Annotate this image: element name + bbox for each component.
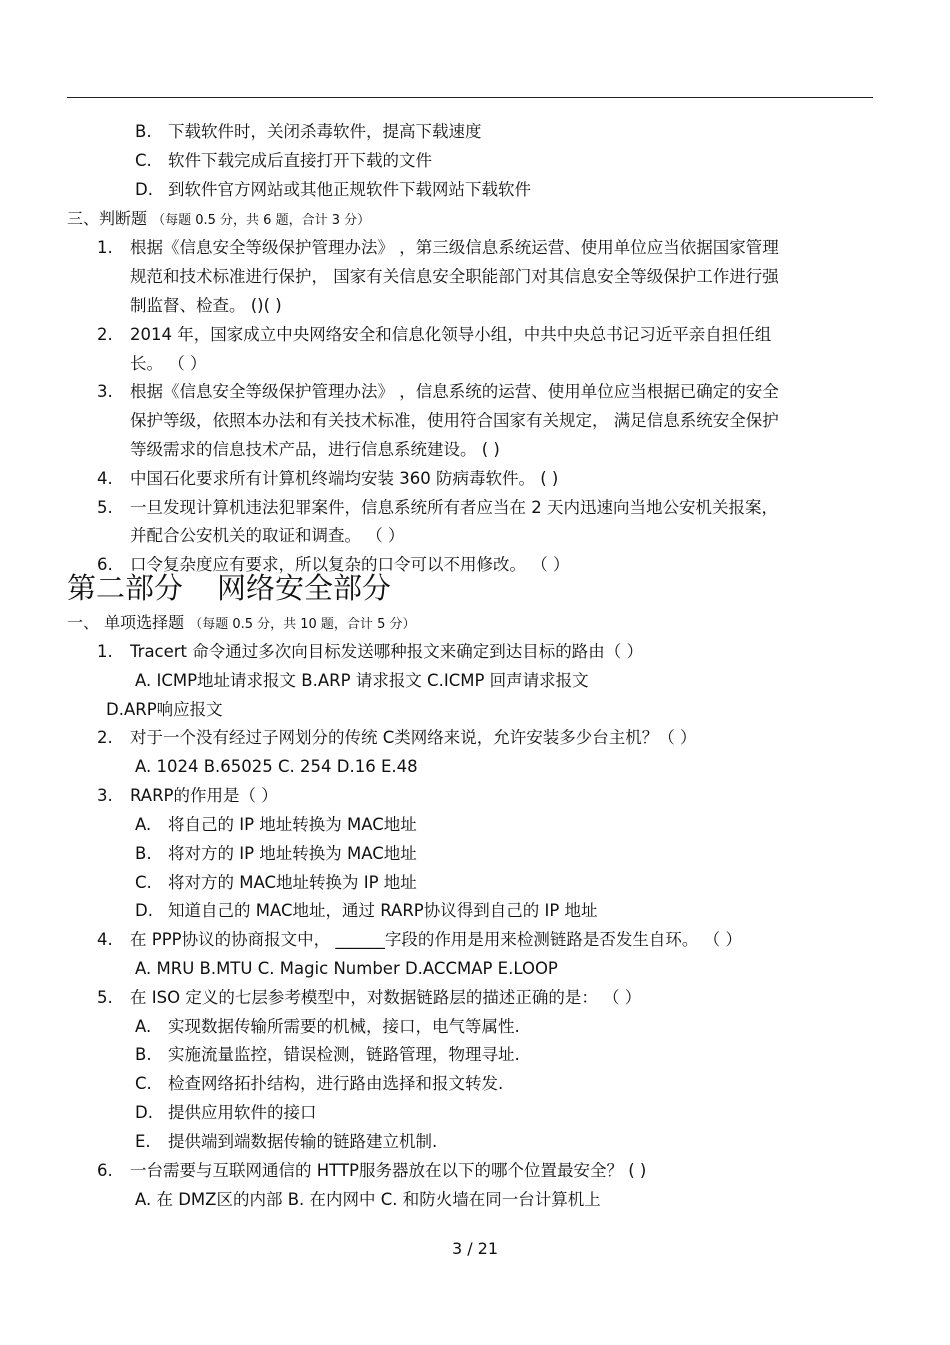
question-5-option-c: C. 检查网络拓扑结构，进行路由选择和报文转发.: [135, 1074, 504, 1093]
judge-item-1-line3: 制监督、检查。 ()( ): [130, 296, 282, 315]
question-6: 6. 一台需要与互联网通信的 HTTP服务器放在以下的哪个位置最安全？ ( ): [97, 1161, 647, 1180]
question-1-options: A. ICMP地址请求报文 B.ARP 请求报文 C.ICMP 回声请求报文: [135, 671, 589, 690]
judge-item-3: 3. 根据《信息安全等级保护管理办法》 ，信息系统的运营、使用单位应当根据已确定的安全: [97, 382, 779, 401]
question-5: 5. 在 ISO 定义的七层参考模型中，对数据链路层的描述正确的是： （ ）: [97, 988, 642, 1007]
judge-item-1: 1. 根据《信息安全等级保护管理办法》 ，第三级信息系统运营、使用单位应当依据国家管理: [97, 238, 779, 257]
question-3-option-a: A. 将自己的 IP 地址转换为 MAC地址: [135, 815, 417, 834]
single-section-heading: 一、 单项选择题 （每题 0.5 分，共 10 题，合计 5 分）: [67, 613, 416, 632]
judge-item-5: 5. 一旦发现计算机违法犯罪案件，信息系统所有者应当在 2 天内迅速向当地公安机关报案，: [97, 498, 778, 517]
option-b: B. 下载软件时，关闭杀毒软件，提高下载速度: [135, 122, 482, 141]
judge-item-2-line2: 长。 （ ）: [130, 354, 207, 373]
part-title: 第二部分 网络安全部分: [67, 571, 392, 605]
question-2-options: A. 1024 B.65025 C. 254 D.16 E.48: [135, 757, 418, 776]
page-number: 3 / 21: [451, 1239, 499, 1258]
question-3-option-b: B. 将对方的 IP 地址转换为 MAC地址: [135, 844, 417, 863]
question-3-option-d: D. 知道自己的 MAC地址，通过 RARP协议得到自己的 IP 地址: [135, 901, 598, 920]
judge-item-3-line2: 保护等级，依照本办法和有关技术标准，使用符合国家有关规定， 满足信息系统安全保护: [130, 411, 779, 430]
header-rule: [67, 97, 873, 98]
judge-item-3-line3: 等级需求的信息技术产品，进行信息系统建设。 ( ): [130, 440, 500, 459]
question-4-options: A. MRU B.MTU C. Magic Number D.ACCMAP E.LOOP: [135, 959, 558, 978]
question-1: 1. Tracert 命令通过多次向目标发送哪种报文来确定到达目标的路由（ ）: [97, 642, 644, 661]
question-3-option-c: C. 将对方的 MAC地址转换为 IP 地址: [135, 873, 417, 892]
option-c: C. 软件下载完成后直接打开下载的文件: [135, 151, 432, 170]
question-3: 3. RARP的作用是（ ）: [97, 786, 278, 805]
question-1-option-d: D.ARP响应报文: [106, 700, 223, 719]
question-5-option-a: A. 实现数据传输所需要的机械，接口，电气等属性.: [135, 1017, 520, 1036]
judge-section-heading: 三、判断题 （每题 0.5 分，共 6 题，合计 3 分）: [67, 209, 371, 228]
judge-item-6: 6. 口令复杂度应有要求，所以复杂的口令可以不用修改。 （ ）: [97, 555, 570, 574]
judge-item-4: 4. 中国石化要求所有计算机终端均安装 360 防病毒软件。 ( ): [97, 469, 559, 488]
judge-item-5-line2: 并配合公安机关的取证和调查。 （ ）: [130, 526, 405, 545]
question-4: 4. 在 PPP协议的协商报文中， ______字段的作用是用来检测链路是否发生自环。 （ ）: [97, 930, 742, 949]
question-5-option-d: D. 提供应用软件的接口: [135, 1103, 317, 1122]
judge-item-1-line2: 规范和技术标准进行保护， 国家有关信息安全职能部门对其信息安全等级保护工作进行强: [130, 267, 779, 286]
judge-item-2: 2. 2014 年，国家成立中央网络安全和信息化领导小组，中共中央总书记习近平亲自担任组: [97, 325, 772, 344]
question-2: 2. 对于一个没有经过子网划分的传统 C类网络来说，允许安装多少台主机？（ ）: [97, 728, 697, 747]
option-d: D. 到软件官方网站或其他正规软件下载网站下载软件: [135, 180, 531, 199]
question-5-option-e: E. 提供端到端数据传输的链路建立机制.: [135, 1132, 438, 1151]
question-6-options: A. 在 DMZ区的内部 B. 在内网中 C. 和防火墙在同一台计算机上: [135, 1190, 601, 1209]
question-5-option-b: B. 实施流量监控，错误检测，链路管理，物理寻址.: [135, 1045, 520, 1064]
